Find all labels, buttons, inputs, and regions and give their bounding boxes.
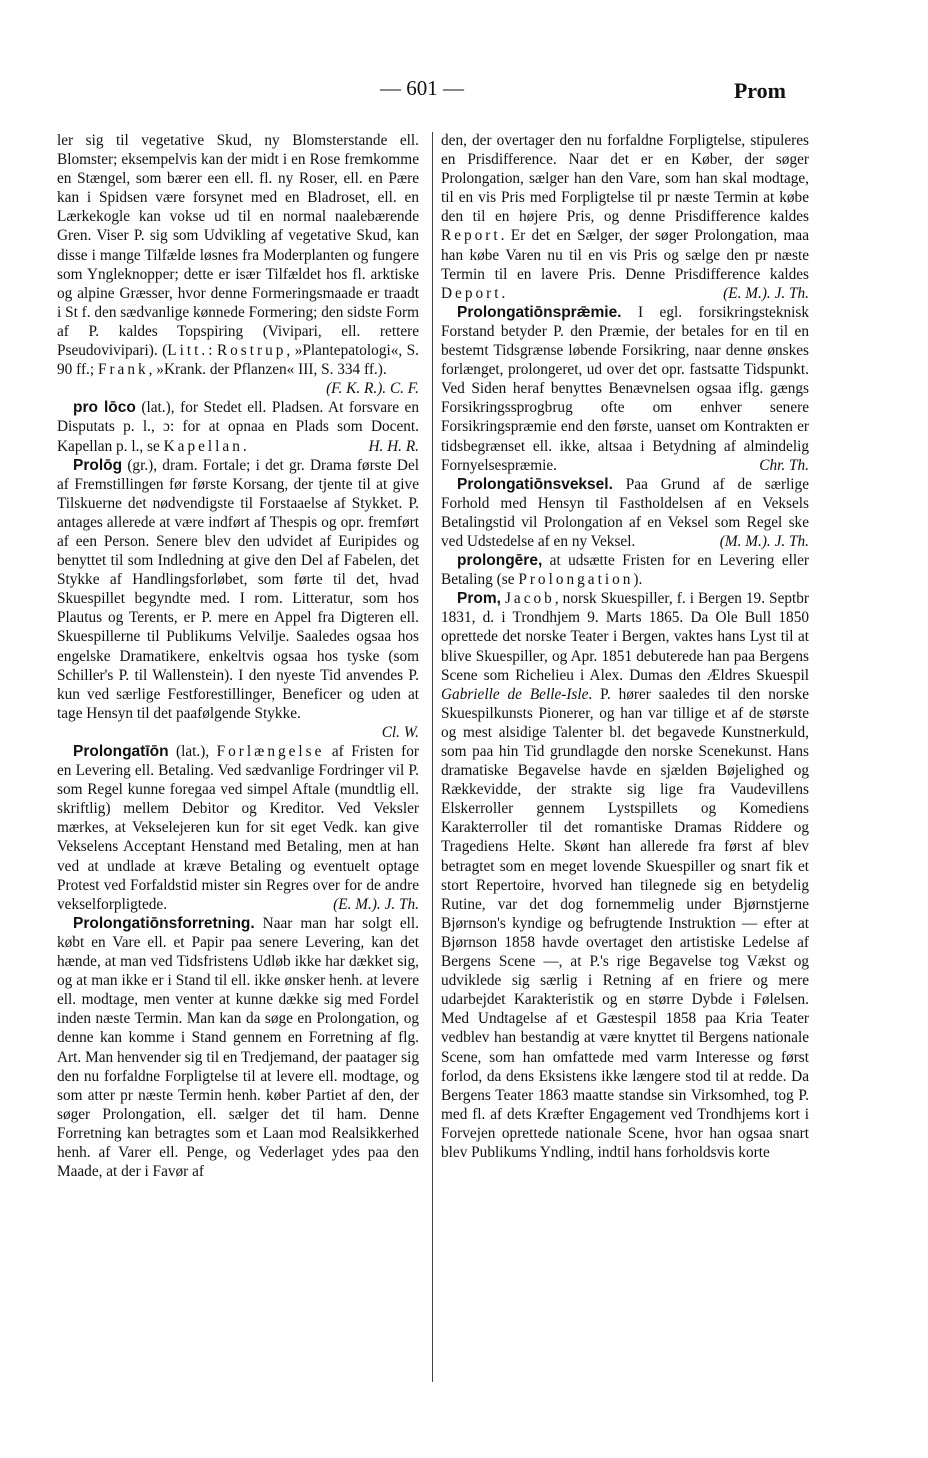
- headword: Prolongatīōn: [73, 743, 169, 760]
- spaced-term-deport: Deport: [441, 284, 502, 302]
- entry-continuation: ler sig til vegetative Skud, ny Blomsterstande ell. Blomster; eksempelvis kan der midt i en Rose fremkomme en Stængel, som bærer een ell. fl. ny Roser, ell. en Pære kan i Spidsen være forsynet med en Bladroset, ell. en Lærkekogle kan vokse ud til en normal naalebærende Gren. Viser P. sig som Udvikling af vegetative Skud, kan disse i mange Tilfælde løsnes fra Moderplanten og fungere som Yngleknopper; dette er især Tilfældet hos fl. arktiske og alpine Græsser, hvor denne Formeringsmaade er traadt i St f. den sædvanlige kønnede Formering; den sidste Form af P. kaldes Topspiring (Vivipari, ell. rettere Pseudovivipari). (Litt.: Rostrup, »Plantepatologi«, S. 90 ff.; Frank, »Krank. der Pflanzen« III, S. 334 ff.).: [57, 132, 419, 379]
- entry-prolongationsforretning: Prolongatiōnsforretning. Naar man har solgt ell. købt en Vare ell. et Papir paa senere Levering, kan det hænde, at man ved Tidsfristens Udløb ikke har dækket sig, og at man ikke er i Stand til ell. ikke ønsker henh. at levere ell. modtage, men venter at kunne dække sig med Fordel inden næste Termin. Man kan da søge en Prolongation, og denne kan komme i Stand gennem en Forretning af flg. Art. Man henvender sig til en Tredjemand, der paatager sig den nu forfaldne Forpligtelse til at levere ell. modtage, og som atter pr næste Termin henh. køber Partiet af den, der søger Prolongation, ell. sælger det til ham. Denne Forretning kan betragtes som et Laan mod Realsikkerhed henh. af Varer ell. Penge, og Vederlaget ydes paa den Maade, at der i Favør af: [57, 914, 419, 1181]
- column-divider: [432, 132, 433, 1382]
- entry-prolongation: Prolongatīōn (lat.), Forlængelse af Fristen for en Levering ell. Betaling. Ved sædvanlige Fordringer vil P. som Regel kunne foregaa ved simpel Aftale (mundtlig ell. skriftlig) mellem Debitor og Kreditor. Ved Veksler mærkes, at Vekselejeren kun for sit eget Vedk. kan give Vekselens Acceptant Henstand med Betaling, men at han ved at undlade at kræve Betaling og eventuelt optage Protest ved Forfaldstid mister sin Regres over for de andre vekselforpligtede. (E. M.). J. Th.: [57, 743, 420, 913]
- headword: Prolongatiōnsforretning.: [73, 914, 255, 932]
- entry-prolongationsveksel: Prolongatiōnsveksel. Paa Grund af de særlige Forhold med Hensyn til Fastholdelsen af en Veksels Betalingstid vil Prolongation af en Veksel som Regel ske ved Udstedelse af en ny Veksel. (M. M.). J. Th.: [441, 475, 809, 550]
- person-name: Jacob: [504, 590, 555, 608]
- entry-prom-jacob: Prom, Jacob, norsk Skuespiller, f. i Bergen 19. Septbr 1831, d. i Trondhjem 9. Marts 1865. Da Ole Bull 1850 oprettede det norske Teater i Bergen, vaktes hans Lyst til at blive Skuespiller, og Apr. 1851 debuterede han paa Bergens Scene som Richelieu i Alex. Dumas den Ældres Skuespil Gabrielle de Belle-Isle. P. hører saaledes til den norske Skuespilkunsts Pionerer, og han var tillige et af de største og mest alsidige Talenter bl. det begavede Kunstnerkuld, som paa hin Tid grundlagde den norske Scenekunst. Hans dramatiske Begavelse havde en sjælden Bøjelighed og Rækkevidde, der strakte sig lige fra Vaudevillens Elskerroller gennem Lystspillets og Komediens Karakterroller til det romantiske Dramas Riddere og Tragediens Helte. Skønt han allerede fra først af blev betragtet som en meget lovende Skuespiller og snart fik et stort Repertoire, hvorved han tilegnede sig en betydelig Rutine, var det dog fornemmelig under Bjørnstjerne Bjørnson's kyndige og befrugtende Instruktion — efter at Bjørnson 1858 havde overtaget den artistiske Ledelse af Bergens Scene —, at P.'s rige Begavelse tog Vækst og udviklede sig særlig i Retning af en friere og mere udarbejdet Karakteristik og en større Dybde i Følelsen. Med Undtagelse af et Gæstespil 1858 paa Kria Teater vedblev han bestandig at være knyttet til Bergens nationale Scene, som han omfattede med varm Interesse og først forlod, da dens Eksistens ikke længere stod til at redde. Da Bergens Teater 1863 maatte standse sin Virksomhed, tog P. med fl. af dets Kræfter Engagement ved Trondhjems kort i Forvejen oprettede nationale Scene, hvor han ogsaa snart blev Publikums Yndling, indtil hans forholdsvis korte: [441, 590, 809, 1161]
- headword: Prolōg: [73, 456, 123, 474]
- signature: Chr. Th.: [759, 456, 809, 474]
- entry-continuation: den, der overtager den nu forfaldne Forpligtelse, stipuleres en Prisdifference. Naar det er en Køber, der søger Prolongation, sælger han den Vare, som han skal modtage, til en vis Pris med Forpligtelse til pr næste Termin at købe den til en højere Pris, og denne Prisdifference kaldes Report. Er det en Sælger, der søger Prolongation, maa han købe Varen nu til en vis Pris og sælge den pr næste Termin til en lavere Pris. Denne Prisdifference kaldes Deport. (E. M.). J. Th.: [441, 132, 809, 302]
- signature: H. H. R.: [368, 437, 419, 455]
- headword: Prolongatiōnsprǣmie.: [457, 303, 622, 321]
- entry-pro-loco: pro lōco (lat.), for Stedet ell. Pladsen. At forsvare en Disputats p. l., ɔ: for at opnaa en Plads som Docent. Kapellan p. l., se Kapellan. H. H. R.: [57, 399, 419, 455]
- signature: (E. M.). J. Th.: [333, 895, 419, 913]
- cross-reference: Prolongation: [518, 571, 634, 589]
- author-ref-rostrup: Rostrup: [216, 342, 287, 360]
- running-head: Prom: [733, 78, 786, 103]
- entry-prolongere: prolongēre, at udsætte Fristen for en Levering eller Betaling (se Prolongation).: [441, 552, 809, 589]
- headword: Prom,: [457, 590, 501, 608]
- page-number: — 601 —: [380, 76, 464, 100]
- work-title: Gabrielle de Belle-Isle: [441, 685, 589, 703]
- signature: (F. K. R.). C. F.: [326, 380, 419, 398]
- headword: pro lōco: [73, 399, 136, 417]
- headword: Prolongatiōnsveksel.: [457, 475, 613, 493]
- signature: (E. M.). J. Th.: [723, 284, 809, 302]
- right-column: [441, 131, 809, 1162]
- entry-prolog: Prolōg (gr.), dram. Fortale; i det gr. Drama første Del af Fremstillingen før første Korsang, der tjente til at give Tilskuerne det nødvendigste til Forstaaelse af Stykket. P. antages allerede at være indført af Thespis og opr. fremført af een Person. Senere blev den udvidet af Euripides og benyttet til som Indledning at give den Del af Fabelen, det Stykke af Handlingsforløbet, som førte til det, hvad Skuespillet begyndte med. I rom. Litteratur, som hos Plautus og Terents, er P. mere en Appel fra Digteren ell. Skuespillerne til Publikums Velvilje. Saaledes ogsaa hos engelske Dramatikere, enkeltvis ogsaa hos tyske (som Schiller's P. til Wallenstein). I den nyeste Tid anvendes P. kun ved særlige Festforestillinger, Beneficer og uden at tage Hensyn til det paafølgende Stykke.: [57, 456, 419, 722]
- cross-reference: Kapellan: [163, 437, 243, 455]
- literature-label: Litt.: [167, 342, 209, 360]
- author-ref-frank: Frank: [97, 361, 149, 379]
- left-column: [57, 131, 419, 1181]
- page-header: [0, 72, 928, 112]
- headword: prolongēre,: [457, 552, 543, 570]
- signature: Cl. W.: [381, 723, 419, 741]
- spaced-term-report: Report: [441, 227, 501, 245]
- signature: (M. M.). J. Th.: [719, 532, 809, 550]
- entry-prolongationspraemie: Prolongatiōnsprǣmie. I egl. forsikringsteknisk Forstand betyder P. den Præmie, der betales for en til en bestemt Tidsgrænse løbende Forsikring, naar denne ønskes forlænget, prolongeret, ud over det opr. fastsatte Tidspunkt. Ved Siden heraf benyttes Benævnelsen ogsaa iflg. gængs Forsikringssprogbrug ofte om enhver senere Forsikringspræmie end den første, uanset om Kontrakten er tidsbegrænset ell. ikke, altsaa i Betydning af almindelig Fornyelsespræmie. Chr. Th.: [441, 303, 809, 474]
- spaced-term: Forlængelse: [216, 743, 325, 760]
